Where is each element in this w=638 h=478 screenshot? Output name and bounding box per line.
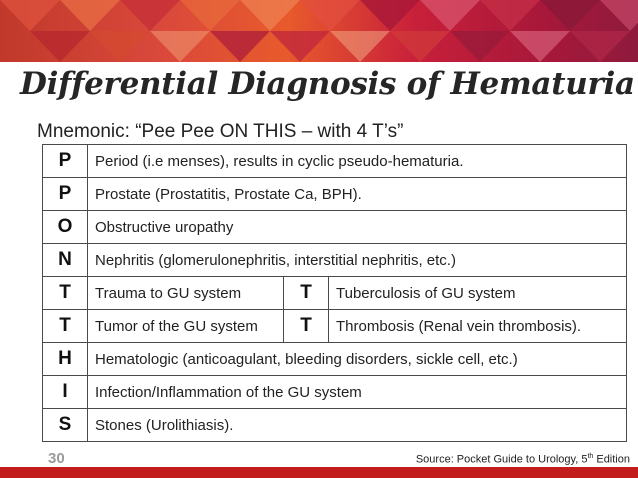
mnemonic-letter: P bbox=[43, 145, 88, 178]
mnemonic-description: Infection/Inflammation of the GU system bbox=[88, 376, 627, 409]
mnemonic-description: Tumor of the GU system bbox=[88, 310, 284, 343]
table-row bbox=[43, 376, 627, 409]
table-row bbox=[43, 178, 627, 211]
decorative-banner bbox=[0, 0, 638, 62]
mnemonic-letter: H bbox=[43, 343, 88, 376]
mnemonic-subtitle: Mnemonic: “Pee Pee ON THIS – with 4 T’s” bbox=[37, 121, 404, 142]
mnemonic-letter: T bbox=[43, 277, 88, 310]
mnemonic-description-secondary: Tuberculosis of GU system bbox=[329, 277, 627, 310]
mnemonic-letter: N bbox=[43, 244, 88, 277]
mnemonic-description: Stones (Urolithiasis). bbox=[88, 409, 627, 442]
table-row bbox=[43, 343, 627, 376]
mnemonic-description: Trauma to GU system bbox=[88, 277, 284, 310]
table-row bbox=[43, 277, 627, 310]
mnemonic-letter: S bbox=[43, 409, 88, 442]
source-prefix: Source: Pocket Guide to Urology, 5 bbox=[415, 453, 588, 466]
mnemonic-letter: I bbox=[43, 376, 88, 409]
mnemonic-letter: P bbox=[43, 178, 88, 211]
mnemonic-letter-secondary: T bbox=[284, 310, 329, 343]
footer-bar bbox=[0, 467, 638, 478]
table-row bbox=[43, 244, 627, 277]
table-row bbox=[43, 145, 627, 178]
table-row bbox=[43, 310, 627, 343]
mnemonic-description: Hematologic (anticoagulant, bleeding disorders, sickle cell, etc.) bbox=[88, 343, 627, 376]
mnemonic-letter-secondary: T bbox=[284, 277, 329, 310]
page-number: 30 bbox=[48, 450, 65, 467]
table-row bbox=[43, 409, 627, 442]
mnemonic-description: Nephritis (glomerulonephritis, interstitial nephritis, etc.) bbox=[88, 244, 627, 277]
mnemonic-letter: T bbox=[43, 310, 88, 343]
mnemonic-description: Obstructive uropathy bbox=[88, 211, 627, 244]
mnemonic-table bbox=[42, 144, 627, 442]
banner-pattern bbox=[0, 0, 638, 62]
table-row bbox=[43, 211, 627, 244]
slide-title: Differential Diagnosis of Hematuria bbox=[20, 66, 635, 102]
mnemonic-letter: O bbox=[43, 211, 88, 244]
source-suffix: Edition bbox=[593, 453, 630, 466]
mnemonic-description: Prostate (Prostatitis, Prostate Ca, BPH). bbox=[88, 178, 627, 211]
mnemonic-description-secondary: Thrombosis (Renal vein thrombosis). bbox=[329, 310, 627, 343]
source-citation bbox=[416, 453, 630, 466]
mnemonic-description: Period (i.e menses), results in cyclic pseudo-hematuria. bbox=[88, 145, 627, 178]
source-superscript: th bbox=[587, 453, 594, 460]
